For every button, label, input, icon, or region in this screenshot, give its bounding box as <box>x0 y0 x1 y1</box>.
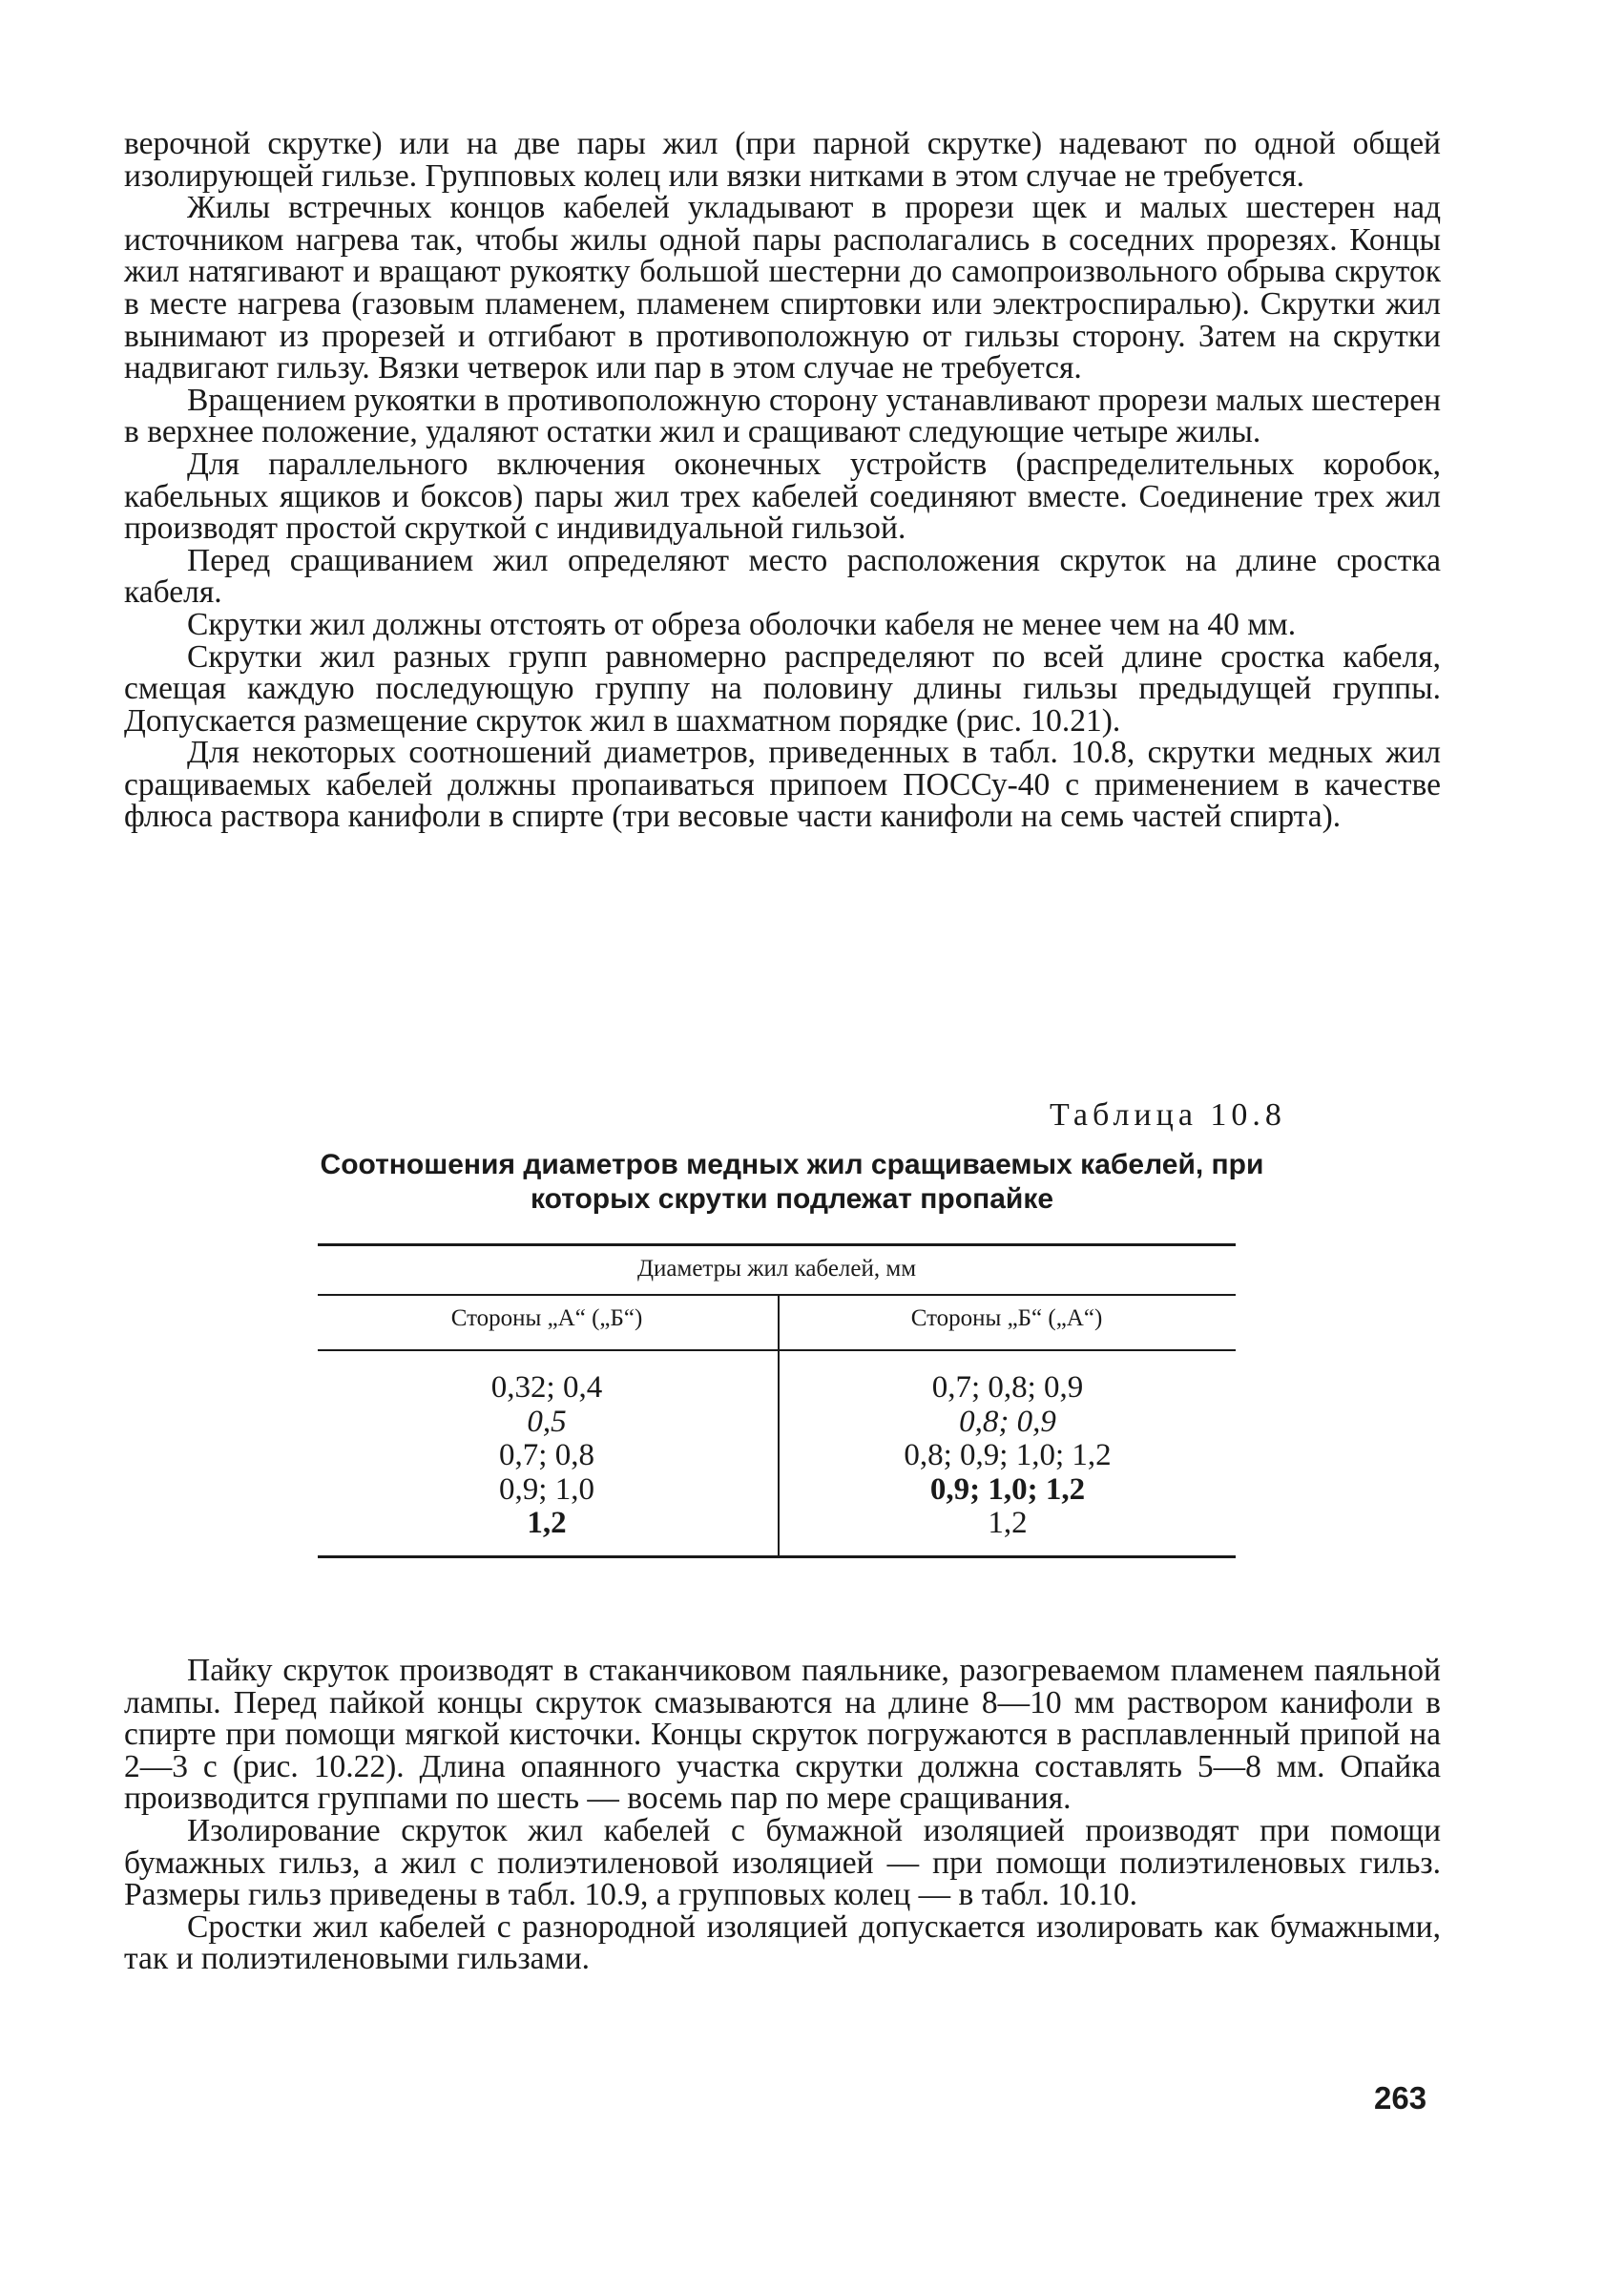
paragraph: Пайку скруток производят в стаканчиковом паяльнике, разогреваемом пламенем паяльной лампы. Перед пайкой концы скруток смазываются на длине 8—10 мм раствором канифоли в спирте при помощи мягкой кисточки. Концы скруток погружаются в расплавленный припой на 2—3 с (рис. 10.22). Длина опаянного участка скрутки должна составлять 5—8 мм. Опайка производится группами по шесть — восемь пар по мере сращивания. <box>124 1653 1441 1817</box>
table-cell: 1,2 <box>527 1506 567 1540</box>
paragraph: Скрутки жил должны отстоять от обреза оболочки кабеля не менее чем на 40 мм. <box>187 606 1297 642</box>
table-group-header: Диаметры жил кабелей, мм <box>636 1256 917 1282</box>
table-label: Таблица 10.8 <box>1050 1097 1286 1133</box>
table-cell: 0,32; 0,4 <box>490 1370 603 1405</box>
table-cell: 0,9; 1,0 <box>499 1471 594 1507</box>
table-rule-top <box>318 1243 1236 1246</box>
table-col-a <box>318 1371 776 1541</box>
table-rule-header <box>318 1294 1236 1296</box>
paragraph: Изолирование скруток жил кабелей с бумажной изоляцией производят при помощи бумажных гильз, а жил с полиэтиленовой изоляцией — при помощи полиэтиленовых гильз. Размеры гильз приведены в табл. 10.9, а групповых колец — в табл. 10.10. <box>124 1812 1441 1913</box>
paragraph: Для некоторых соотношений диаметров, приведенных в табл. 10.8, скрутки медных жил сращиваемых кабелей должны пропаиваться припоем ПОССу-40 с применением в качестве флюса раствора канифоли в спирте (три весовые части канифоли на семь частей спирта). <box>124 735 1441 835</box>
paragraph: Скрутки жил разных групп равномерно распределяют по всей длине сростка кабеля, смещая каждую последующую группу на половину длины гильзы предыдущей группы. Допускается размещение скруток жил в шахматном порядке (рис. 10.21). <box>124 638 1441 739</box>
body-text-bottom <box>124 1655 1441 1975</box>
table-cell: 0,7; 0,8 <box>499 1438 594 1472</box>
table-col-a-header: Стороны „А“ („Б“) <box>450 1305 643 1331</box>
paragraph: Для параллельного включения оконечных устройств (распределительных коробок, кабельных ящиков и боксов) пары жил трех кабелей соединяют вместе. Соединение трех жил производят простой скруткой с индивидуальной гильзой. <box>124 446 1441 547</box>
table-cell: 0,5 <box>527 1404 567 1439</box>
body-text-top <box>124 128 1441 833</box>
table-col-b <box>780 1371 1236 1541</box>
table-col-b-header: Стороны „Б“ („А“) <box>910 1305 1103 1331</box>
table-rule-bottom <box>318 1555 1236 1558</box>
table-cell: 0,8; 0,9; 1,0; 1,2 <box>904 1438 1112 1472</box>
table-rule-subheader <box>318 1349 1236 1351</box>
table-cell: 0,7; 0,8; 0,9 <box>931 1370 1084 1405</box>
page-number: 263 <box>1374 2080 1427 2116</box>
paragraph: верочной скрутке) или на две пары жил (при парной скрутке) надевают по одной общей изолирующей гильзе. Групповых колец или вязки нитками в этом случае не требуется. <box>124 126 1441 194</box>
table-cell: 0,9; 1,0; 1,2 <box>929 1471 1086 1507</box>
table-cell: 1,2 <box>988 1506 1028 1540</box>
table-title: Соотношения диаметров медных жил сращиваемых кабелей, при которых скрутки подлежат пропайке <box>320 1149 1264 1215</box>
paragraph: Сростки жил кабелей с разнородной изоляцией допускается изолировать как бумажными, так и полиэтиленовыми гильзами. <box>124 1908 1441 1977</box>
paragraph: Вращением рукоятки в противоположную сторону устанавливают прорези малых шестерен в верхнее положение, удаляют остатки жил и сращивают следующие четыре жилы. <box>124 382 1441 450</box>
table-cell: 0,8; 0,9 <box>959 1404 1056 1439</box>
paragraph: Жилы встречных концов кабелей укладывают в прорези щек и малых шестерен над источником нагрева так, чтобы жилы одной пары располагались в соседних прорезях. Концы жил натягивают и вращают рукоятку большой шестерни до самопроизвольного обрыва скруток в месте нагрева (газовым пламенем, пламенем спиртовки или электроспиралью). Скрутки жил вынимают из прорезей и отгибают в противоположную от гильзы сторону. Затем на скрутки надвигают гильзу. Вязки четверок или пар в этом случае не требуется. <box>124 190 1441 386</box>
paragraph: Перед сращиванием жил определяют место расположения скруток на длине сростка кабеля. <box>124 542 1441 611</box>
